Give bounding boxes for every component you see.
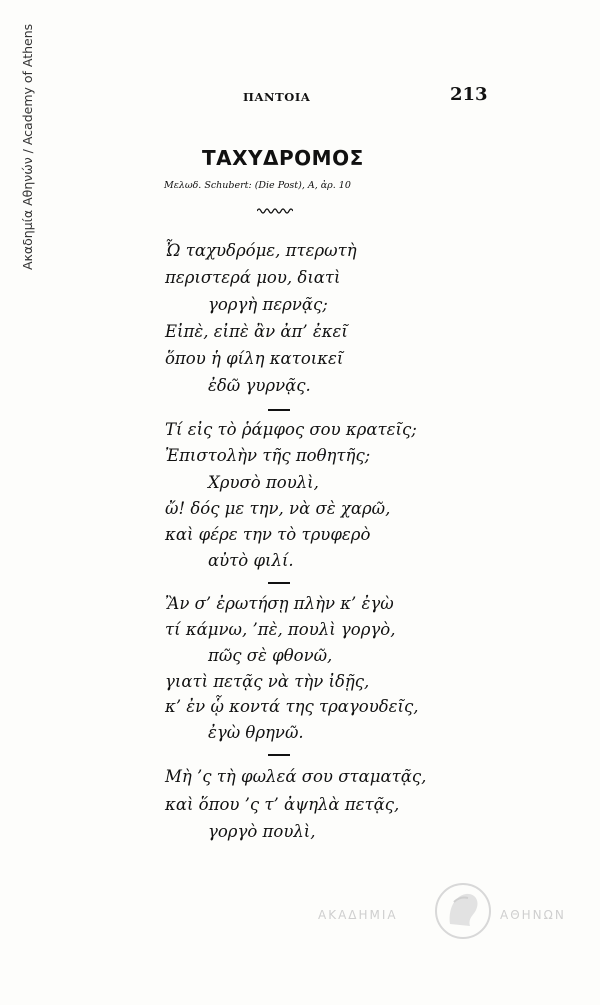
wavy-ornament	[257, 207, 293, 215]
verse-line: Χρυσὸ πουλὶ,	[208, 473, 319, 492]
verse-line: περιστερά μου, διατὶ	[165, 268, 341, 287]
verse-line: Τί εἰς τὸ ῥάμφος σου κρατεῖς;	[165, 420, 417, 439]
poem-subtitle: Μελωδ. Schubert: (Die Post), Α, ἀρ. 10	[164, 180, 351, 191]
verse-line: γοργὴ περνᾷς;	[208, 295, 328, 314]
verse-line: γιατὶ πετᾷς νὰ τὴν ἰδῇς,	[165, 672, 370, 691]
page-number: 213	[450, 84, 488, 105]
stanza-divider	[268, 409, 290, 411]
watermark-text-left: ΑΚΑΔΗΜΙΑ	[318, 908, 398, 922]
verse-line: Ἂν σ’ ἐρωτήσῃ πλὴν κ’ ἐγὼ	[165, 594, 394, 613]
running-head: ΠΑΝΤΟΙΑ	[243, 90, 311, 104]
verse-line: τί κάμνω, ’πὲ, πουλὶ γοργὸ,	[165, 620, 396, 639]
verse-line: Ὦ ταχυδρόμε, πτερωτὴ	[165, 241, 357, 260]
stanza-divider	[268, 582, 290, 584]
verse-line: Ἐπιστολὴν τῆς ποθητῆς;	[165, 446, 371, 465]
verse-line: Εἰπὲ, εἰπὲ ἂν ἀπ’ ἐκεῖ	[165, 322, 348, 341]
academy-seal-icon	[432, 880, 494, 942]
verse-line: πῶς σὲ φθονῶ,	[208, 646, 333, 665]
verse-line: γοργὸ πουλὶ,	[208, 822, 316, 841]
verse-line: αὐτὸ φιλί.	[208, 551, 294, 570]
verse-line: καὶ ὅπου ’ς τ’ ἀψηλὰ πετᾷς,	[165, 795, 400, 814]
verse-line: καὶ φέρε την τὸ τρυφερὸ	[165, 525, 371, 544]
verse-line: ἐδῶ γυρνᾷς.	[208, 376, 311, 395]
poem-title: ΤΑΧΥΔΡΟΜΟΣ	[202, 146, 364, 170]
archive-credit: Ακαδημία Αθηνών / Academy of Athens	[20, 23, 35, 270]
verse-line: ἐγὼ θρηνῶ.	[208, 723, 304, 742]
stanza-divider	[268, 754, 290, 756]
watermark-text-right: ΑΘΗΝΩΝ	[500, 908, 566, 922]
verse-line: κ’ ἐν ᾧ κοντά της τραγουδεῖς,	[165, 697, 419, 716]
verse-line: Μὴ ’ς τὴ φωλεά σου σταματᾷς,	[165, 767, 427, 786]
verse-line: ὤ! δός με την, νὰ σὲ χαρῶ,	[165, 499, 391, 518]
verse-line: ὅπου ἡ φίλη κατοικεῖ	[165, 349, 344, 368]
